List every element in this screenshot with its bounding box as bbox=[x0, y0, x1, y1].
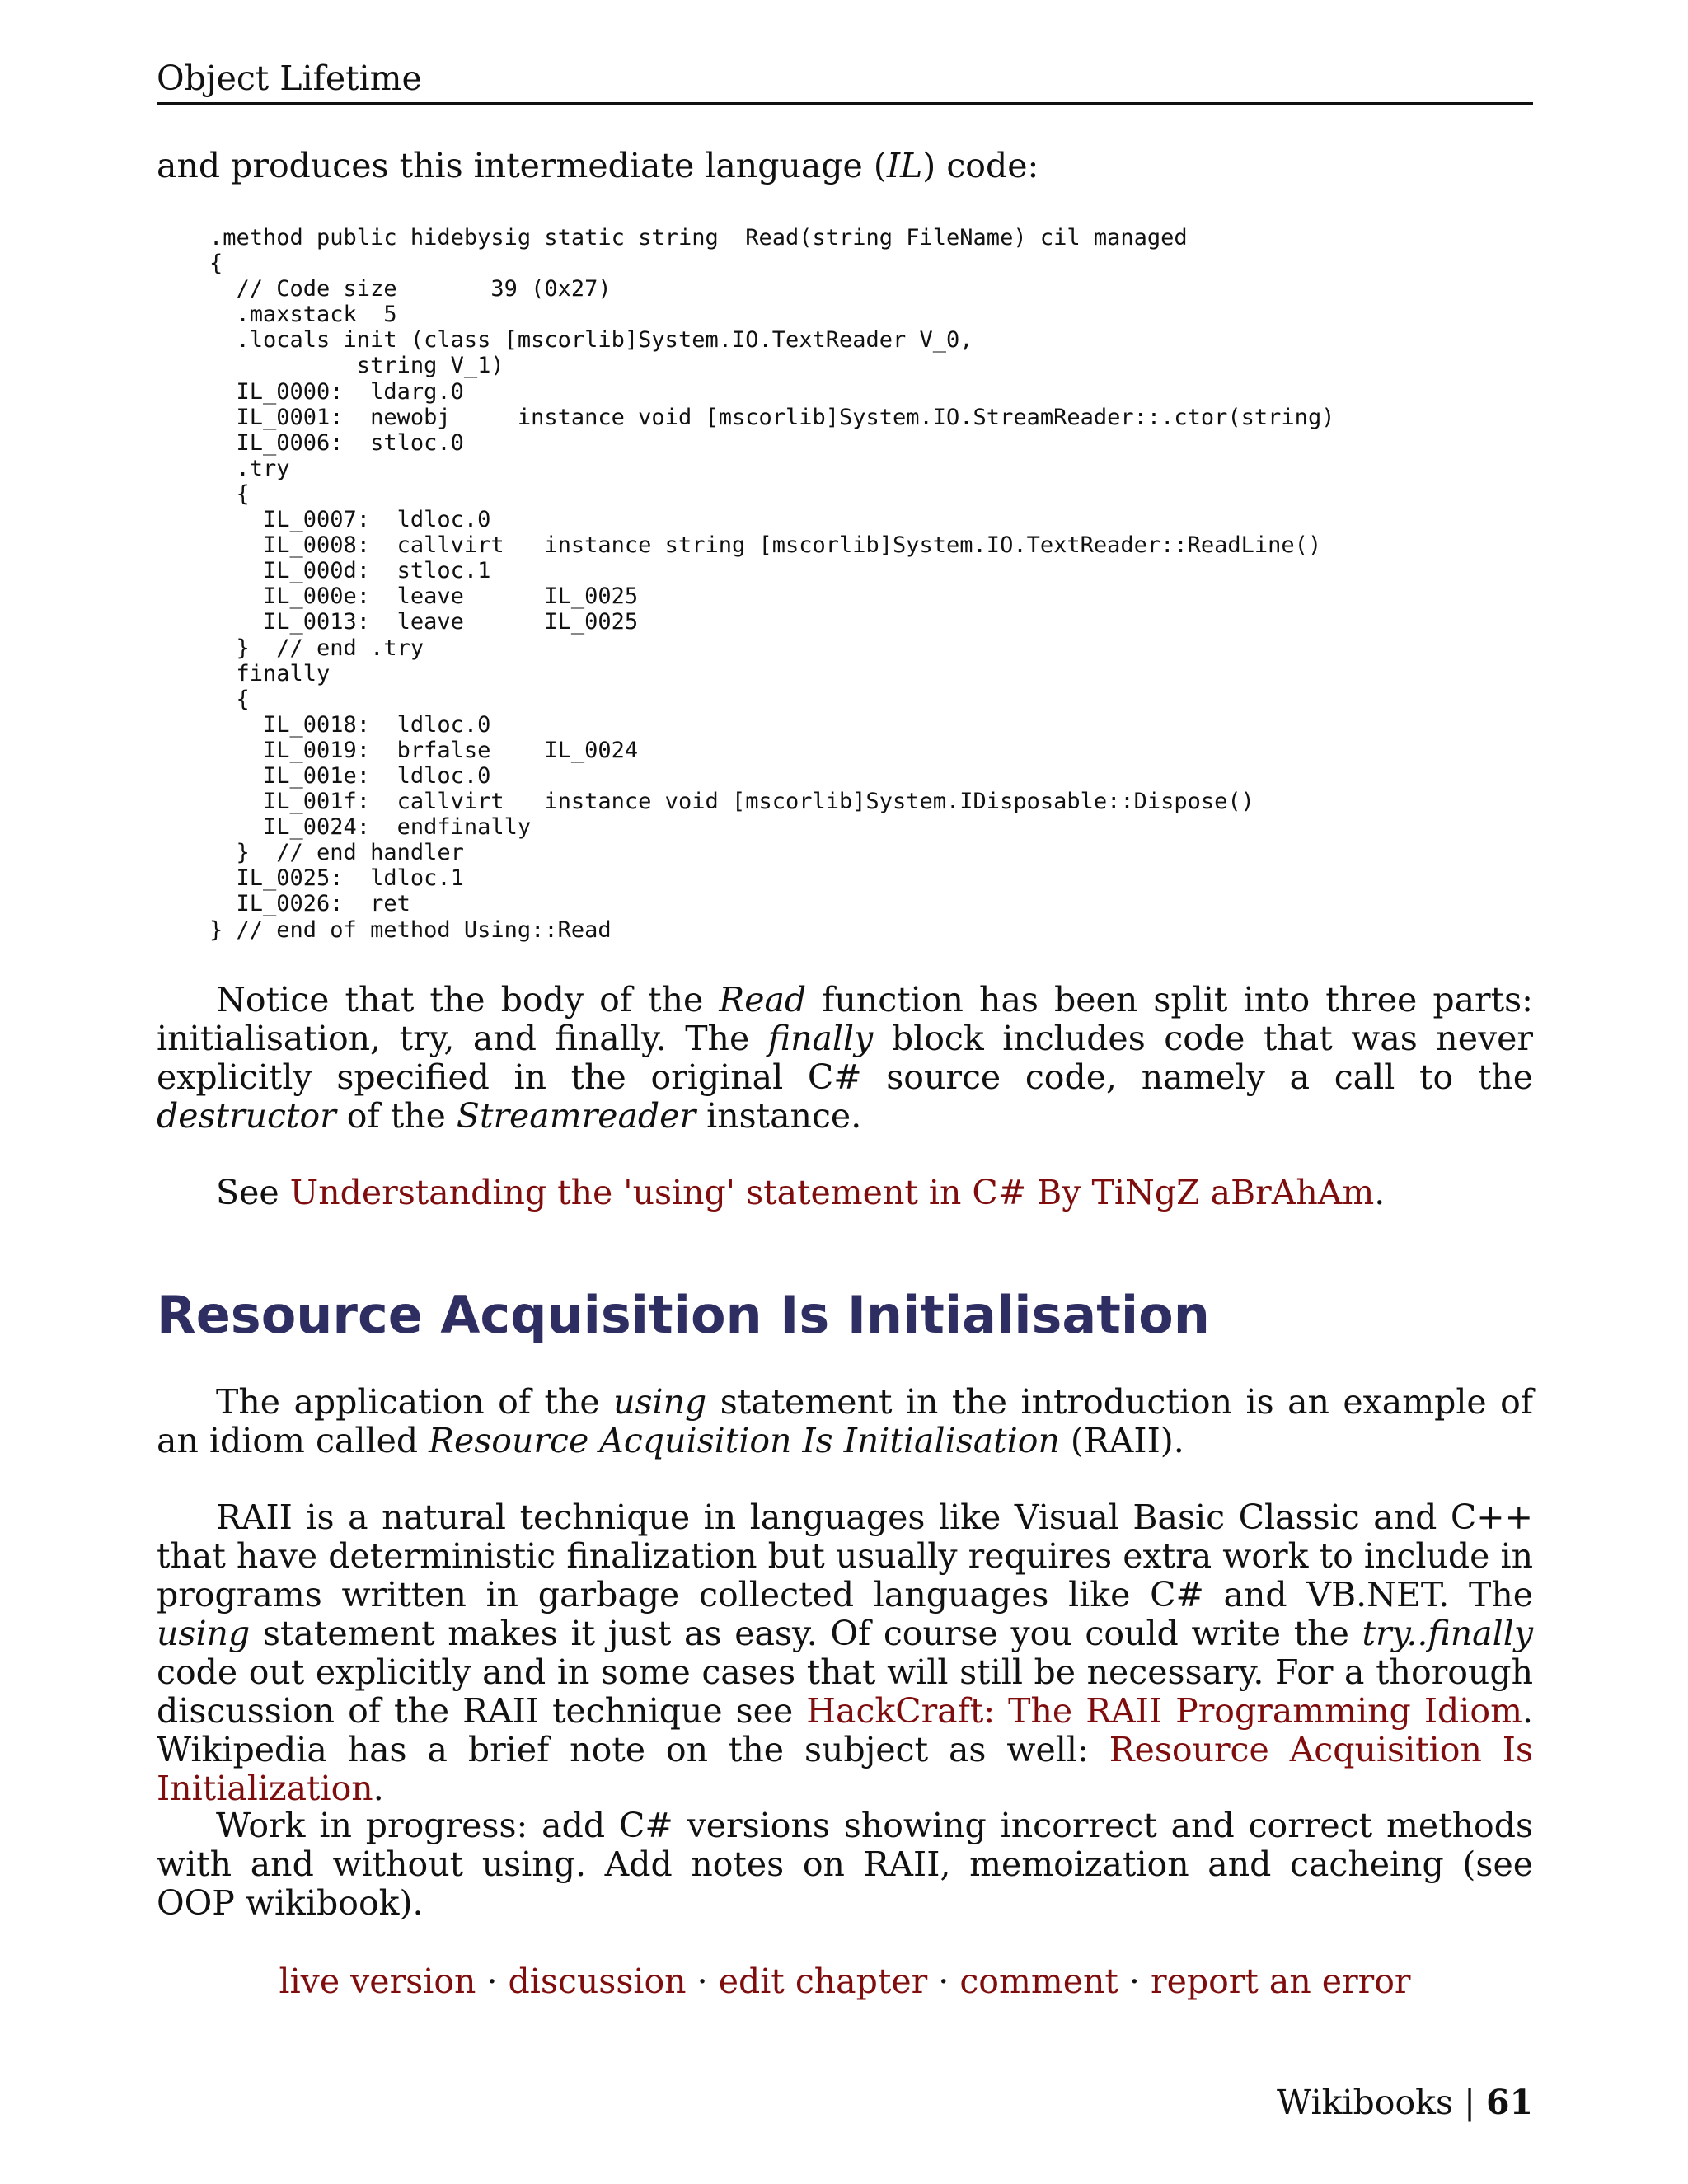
work-in-progress-paragraph: Work in progress: add C# versions showing incorrect and correct methods with and without using. Add notes on RAII, memoization and cacheing (see OOP wikibook). bbox=[157, 1806, 1533, 1923]
folio-divider: | bbox=[1453, 2083, 1486, 2122]
text: of the bbox=[335, 1096, 457, 1136]
application-paragraph bbox=[157, 1383, 1533, 1460]
text: (RAII). bbox=[1059, 1421, 1184, 1460]
running-header bbox=[157, 58, 1533, 105]
text: . bbox=[373, 1769, 384, 1808]
emphasis: Read bbox=[719, 980, 807, 1019]
separator: · bbox=[476, 1961, 509, 2001]
report-error-link[interactable]: report an error bbox=[1151, 1961, 1411, 2001]
wikipedia-raii-link[interactable]: Resource Acquisition Is Initialization bbox=[157, 1730, 1533, 1808]
hackcraft-raii-link[interactable]: HackCraft: The RAII Programming Idiom bbox=[806, 1691, 1522, 1731]
footer-links bbox=[157, 1960, 1533, 2003]
separator: · bbox=[686, 1961, 719, 2001]
intro-emphasis: IL bbox=[886, 146, 923, 185]
intro-sentence bbox=[157, 144, 1039, 187]
text: . bbox=[1374, 1173, 1386, 1212]
emphasis: using bbox=[157, 1614, 251, 1653]
separator: · bbox=[927, 1961, 960, 2001]
text: block includes code that was never explicitly specified in the original C# source code, namely a call to the bbox=[157, 1019, 1534, 1097]
live-version-link[interactable]: live version bbox=[279, 1961, 476, 2001]
discussion-link[interactable]: discussion bbox=[508, 1961, 687, 2001]
text: instance. bbox=[696, 1096, 862, 1136]
text: statement in the introduction is an example of an idiom called bbox=[157, 1382, 1533, 1460]
text: function has been split into three parts: initialisation, try, and finally. The bbox=[157, 980, 1533, 1058]
il-code-block: .method public hidebysig static string Read(string FileName) cil managed { // Code size 39 (0x27) .maxstack 5 .locals init (class [mscorlib]System.IO.TextReader V_0, string V_1) IL_0000: ldarg.0 IL_0001: newobj instance void [mscorlib]System.IO.StreamReader::.ctor(string) IL_0006: stloc.0 .try { IL_0007: ldloc.0 IL_0008: callvirt instance string [mscorlib]System.IO.TextReader::ReadLine() IL_000d: stloc.1 IL_000e: leave IL_0025 IL_0013: leave IL_0025 } // end .try finally { IL_0018: ldloc.0 IL_0019: brfalse IL_0024 IL_001e: ldloc.0 IL_001f: callvirt instance void [mscorlib]System.IDisposable::Dispose() IL_0024: endfinally } // end handler IL_0025: ldloc.1 IL_0026: ret } // end of method Using::Read bbox=[209, 225, 1335, 943]
emphasis: Streamreader bbox=[456, 1096, 696, 1136]
text: statement makes it just as easy. Of course you could write the bbox=[250, 1614, 1362, 1653]
intro-text-end: ) code: bbox=[922, 146, 1039, 185]
text: . Wikipedia has a brief note on the subject as well: bbox=[157, 1691, 1533, 1769]
page bbox=[157, 0, 1533, 2184]
intro-text: and produces this intermediate language ( bbox=[157, 146, 887, 185]
see-also-paragraph bbox=[157, 1174, 1533, 1212]
text: Notice that the body of the bbox=[216, 980, 720, 1019]
text: code out explicitly and in some cases that will still be necessary. For a thorough discussion of the RAII technique see bbox=[157, 1652, 1533, 1731]
notice-paragraph bbox=[157, 981, 1533, 1136]
understanding-using-link[interactable]: Understanding the 'using' statement in C# By TiNgZ aBrAhAm bbox=[289, 1173, 1375, 1212]
emphasis: using bbox=[613, 1382, 707, 1422]
emphasis: Resource Acquisition Is Initialisation bbox=[429, 1421, 1060, 1460]
separator: · bbox=[1118, 1961, 1151, 2001]
emphasis: try..finally bbox=[1362, 1614, 1533, 1653]
edit-chapter-link[interactable]: edit chapter bbox=[718, 1961, 928, 2001]
folio-site: Wikibooks bbox=[1277, 2083, 1454, 2122]
text: The application of the bbox=[216, 1382, 614, 1422]
header-title: Object Lifetime bbox=[157, 59, 422, 98]
section-heading: Resource Acquisition Is Initialisation bbox=[157, 1285, 1210, 1345]
raii-paragraph bbox=[157, 1498, 1533, 1808]
page-number: 61 bbox=[1485, 2083, 1533, 2122]
page-folio bbox=[1277, 2081, 1533, 2124]
text: RAII is a natural technique in languages like Visual Basic Classic and C++ that have deterministic finalization but usually requires extra work to include in programs written in garbage collected languages like C# and VB.NET. The bbox=[157, 1497, 1533, 1615]
text: See bbox=[216, 1173, 290, 1212]
emphasis: finally bbox=[767, 1019, 874, 1058]
comment-link[interactable]: comment bbox=[959, 1961, 1118, 2001]
emphasis: destructor bbox=[157, 1096, 336, 1136]
